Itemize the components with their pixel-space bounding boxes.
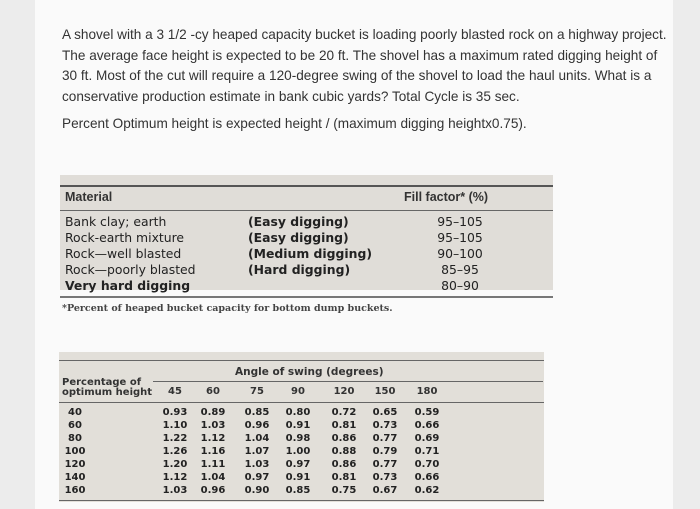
table-row xyxy=(35,407,673,419)
angle-header: 60 xyxy=(206,386,220,397)
swing-factor-value: 0.91 xyxy=(285,420,311,431)
digging-class: (Medium digging) xyxy=(248,246,373,261)
swing-factor-value: 0.97 xyxy=(244,472,270,483)
material-name: Rock—poorly blasted xyxy=(65,262,196,277)
swing-factor-value: 0.85 xyxy=(244,407,270,418)
swing-factor-value: 0.81 xyxy=(331,472,357,483)
swing-factor-value: 0.88 xyxy=(331,446,357,457)
swing-factor-value: 0.86 xyxy=(331,433,357,444)
swing-factor-value: 0.75 xyxy=(331,485,357,496)
swing-factor-value: 0.86 xyxy=(331,459,357,470)
digging-class: (Easy digging) xyxy=(248,230,349,245)
swing-factor-value: 0.67 xyxy=(372,485,398,496)
optimum-height-value: 140 xyxy=(64,472,86,483)
table-row xyxy=(35,446,673,458)
swing-factor-value: 0.69 xyxy=(414,433,440,444)
swing-factor-value: 0.91 xyxy=(285,472,311,483)
swing-factor-value: 0.81 xyxy=(331,420,357,431)
swing-factor-value: 1.00 xyxy=(285,446,311,457)
material-row xyxy=(35,262,673,278)
swing-factor-value: 0.89 xyxy=(200,407,226,418)
table-row xyxy=(35,459,673,471)
swing-factor-value: 1.03 xyxy=(244,459,270,470)
optimum-height-value: 120 xyxy=(64,459,86,470)
digging-class: (Hard digging) xyxy=(248,262,351,277)
angle-of-swing-title: Angle of swing (degrees) xyxy=(235,366,384,378)
question-text xyxy=(62,25,672,142)
material-row xyxy=(35,214,673,230)
angle-header-rule xyxy=(153,381,543,382)
swing-factor-value: 0.80 xyxy=(285,407,311,418)
swing-factor-value: 0.62 xyxy=(414,485,440,496)
swing-factor-value: 1.10 xyxy=(162,420,188,431)
table-row xyxy=(35,420,673,432)
optimum-height-value: 160 xyxy=(64,485,86,496)
angle-header: 75 xyxy=(250,386,264,397)
table-header-rule xyxy=(59,402,544,403)
material-row xyxy=(35,246,673,262)
table-row xyxy=(35,433,673,445)
swing-factor-value: 1.03 xyxy=(200,420,226,431)
fill-factor-value: 90–100 xyxy=(437,246,483,261)
swing-factor-value: 0.72 xyxy=(331,407,357,418)
swing-factor-value: 0.77 xyxy=(372,433,398,444)
swing-factor-value: 0.59 xyxy=(414,407,440,418)
swing-factor-value: 0.97 xyxy=(285,459,311,470)
fill-factor-value: 95–105 xyxy=(437,214,483,229)
swing-factor-value: 1.03 xyxy=(162,485,188,496)
swing-factor-value: 0.96 xyxy=(244,420,270,431)
material-name: Rock-earth mixture xyxy=(65,230,185,245)
angle-header: 120 xyxy=(333,386,355,397)
table-top-rule xyxy=(60,185,553,187)
document-page xyxy=(35,0,673,509)
swing-factor-value: 0.73 xyxy=(372,472,398,483)
swing-factor-value: 0.93 xyxy=(162,407,188,418)
fill-factor-value: 80–90 xyxy=(441,278,479,293)
swing-factor-value: 1.12 xyxy=(200,433,226,444)
swing-factor-value: 1.04 xyxy=(200,472,226,483)
swing-factor-value: 1.12 xyxy=(162,472,188,483)
angle-header: 180 xyxy=(416,386,438,397)
table-bottom-rule xyxy=(60,296,553,298)
optimum-height-header xyxy=(62,378,152,398)
swing-factor-value: 0.77 xyxy=(372,459,398,470)
optimum-height-value: 100 xyxy=(64,446,86,457)
swing-factor-value: 0.71 xyxy=(414,446,440,457)
table-row xyxy=(35,485,673,497)
problem-statement: A shovel with a 3 1/2 -cy heaped capacity bucket is loading poorly blasted rock on a highway project. The average face height is expected to be 20 ft. The shovel has a maximum rated digging height of 30 ft. Most of the cut will require a 120-degree swing of the shovel to load the haul units. What is a conservative production estimate in bank cubic yards? Total Cycle is 35 sec. xyxy=(62,27,667,104)
swing-factor-value: 1.16 xyxy=(200,446,226,457)
table-bottom-rule xyxy=(59,500,544,501)
swing-factor-value: 1.04 xyxy=(244,433,270,444)
fill-factor-value: 85–95 xyxy=(441,262,479,277)
table-top-rule xyxy=(59,360,544,361)
table-header-rule xyxy=(60,210,553,211)
swing-factor-value: 1.07 xyxy=(244,446,270,457)
angle-header: 150 xyxy=(374,386,396,397)
fill-factor-header: Fill factor* (%) xyxy=(404,190,489,204)
optimum-height-value: 80 xyxy=(68,433,82,444)
optimum-height-value: 60 xyxy=(68,420,82,431)
material-name: Bank clay; earth xyxy=(65,214,167,229)
swing-factor-value: 1.20 xyxy=(162,459,188,470)
digging-class: (Easy digging) xyxy=(248,214,349,229)
swing-factor-value: 1.11 xyxy=(200,459,226,470)
header-line: optimum height xyxy=(62,387,153,398)
swing-factor-value: 0.70 xyxy=(414,459,440,470)
material-name: Rock—well blasted xyxy=(65,246,182,261)
swing-factor-value: 1.26 xyxy=(162,446,188,457)
angle-header: 90 xyxy=(291,386,305,397)
swing-factor-value: 0.85 xyxy=(285,485,311,496)
material-row xyxy=(35,278,673,294)
header-line: Percentage of xyxy=(62,377,142,388)
optimum-height-value: 40 xyxy=(68,407,82,418)
swing-factor-value: 0.66 xyxy=(414,420,440,431)
fill-factor-footnote: *Percent of heaped bucket capacity for bottom dump buckets. xyxy=(62,303,393,314)
swing-factor-value: 0.98 xyxy=(285,433,311,444)
swing-factor-value: 0.96 xyxy=(200,485,226,496)
material-name: Very hard digging xyxy=(65,278,191,293)
swing-factor-value: 0.66 xyxy=(414,472,440,483)
optimum-height-note: Percent Optimum height is expected height / (maximum digging heightx0.75). xyxy=(62,116,527,131)
swing-factor-value: 0.65 xyxy=(372,407,398,418)
fill-factor-value: 95–105 xyxy=(437,230,483,245)
material-header: Material xyxy=(65,190,113,204)
swing-factor-value: 1.22 xyxy=(162,433,188,444)
material-row xyxy=(35,230,673,246)
angle-header: 45 xyxy=(168,386,182,397)
swing-factor-value: 0.73 xyxy=(372,420,398,431)
swing-factor-value: 0.79 xyxy=(372,446,398,457)
swing-factor-value: 0.90 xyxy=(244,485,270,496)
table-row xyxy=(35,472,673,484)
